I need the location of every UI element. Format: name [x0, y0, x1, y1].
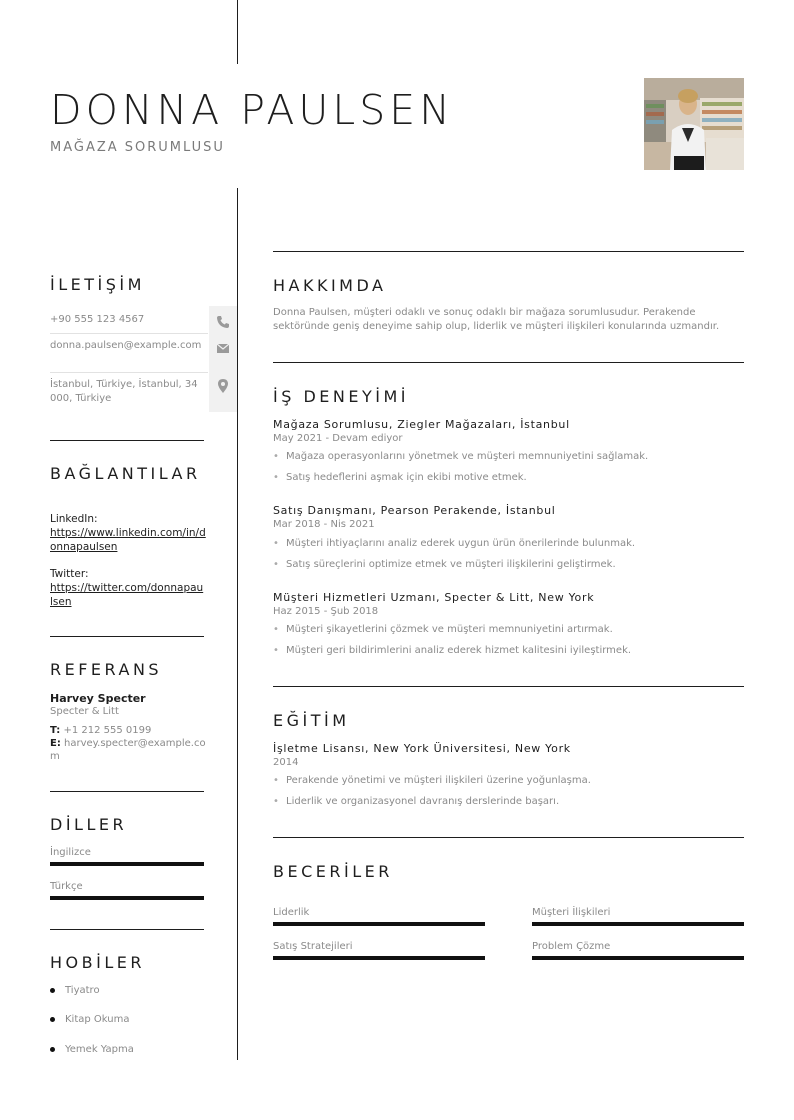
- section-divider: [273, 251, 744, 252]
- hobby-item: Kitap Okuma: [50, 1014, 129, 1025]
- experience-heading: İŞ DENEYİMİ: [273, 387, 409, 406]
- linkedin-link[interactable]: https://www.linkedin.com/in/donnapaulsen: [50, 527, 206, 553]
- degree-title: İşletme Lisansı, New York Üniversitesi, New York: [273, 742, 571, 755]
- education-bullet: • Liderlik ve organizasyonel davranış derslerinde başarı.: [273, 796, 560, 807]
- candidate-name: DONNA PAULSEN: [50, 86, 454, 134]
- reference-company: Specter & Litt: [50, 706, 119, 717]
- section-divider: [273, 362, 744, 363]
- degree-year: 2014: [273, 757, 299, 768]
- header-divider-line: [237, 0, 238, 64]
- skills-heading: BECERİLER: [273, 862, 393, 881]
- linkedin-label: LinkedIn:: [50, 513, 98, 525]
- languages-heading: DİLLER: [50, 815, 128, 834]
- skill-level-bar: [273, 956, 485, 960]
- language-level-bar: [50, 862, 204, 866]
- reference-email-label: E:: [50, 738, 61, 749]
- contact-separator: [50, 333, 208, 334]
- reference-heading: REFERANS: [50, 660, 163, 679]
- reference-email[interactable]: harvey.specter@example.com: [50, 738, 206, 762]
- job-date-3: Haz 2015 - Şub 2018: [273, 606, 379, 617]
- job-bullet: • Satış hedeflerini aşmak için ekibi motive etmek.: [273, 472, 527, 483]
- language-label: Türkçe: [50, 881, 83, 892]
- section-divider: [50, 440, 204, 441]
- skill-level-fill: [273, 922, 485, 926]
- section-divider: [50, 791, 204, 792]
- job-bullet: • Müşteri şikayetlerini çözmek ve müşteri memnuniyetini artırmak.: [273, 624, 613, 635]
- skill-level-bar: [532, 956, 744, 960]
- contact-email: donna.paulsen@example.com: [50, 340, 202, 351]
- job-bullet: • Müşteri ihtiyaçlarını analiz ederek uygun ürün önerilerinde bulunmak.: [273, 538, 636, 549]
- contact-phone: +90 555 123 4567: [50, 314, 145, 325]
- skill-level-fill: [532, 922, 744, 926]
- section-divider: [50, 929, 204, 930]
- language-level-fill: [50, 896, 204, 900]
- column-divider-line: [237, 188, 238, 1060]
- skill-label: Müşteri İlişkileri: [532, 907, 611, 918]
- skill-label: Liderlik: [273, 907, 310, 918]
- skill-label: Satış Stratejileri: [273, 941, 353, 952]
- skill-level-bar: [273, 922, 485, 926]
- education-heading: EĞİTİM: [273, 711, 350, 730]
- contact-address: İstanbul, Türkiye, İstanbul, 34000, Türkiye: [50, 379, 198, 404]
- reference-name: Harvey Specter: [50, 692, 146, 705]
- contact-icon-column: [209, 306, 237, 412]
- phone-icon: [215, 314, 231, 330]
- skill-label: Problem Çözme: [532, 941, 611, 952]
- job-title-3: Müşteri Hizmetleri Uzmanı, Specter & Litt, New York: [273, 591, 595, 604]
- job-bullet: • Satış süreçlerini optimize etmek ve müşteri ilişkilerini geliştirmek.: [273, 559, 616, 570]
- location-pin-icon: [215, 378, 231, 394]
- job-bullet: • Müşteri geri bildirimlerini analiz ederek hizmet kalitesini iyileştirmek.: [273, 645, 632, 656]
- job-title-1: Mağaza Sorumlusu, Ziegler Mağazaları, İstanbul: [273, 418, 570, 431]
- job-date-1: May 2021 - Devam ediyor: [273, 433, 403, 444]
- bullet-dot: [50, 1047, 55, 1052]
- language-level-bar: [50, 896, 204, 900]
- job-title: MAĞAZA SORUMLUSU: [50, 140, 225, 155]
- section-divider: [273, 837, 744, 838]
- bullet-dot: [50, 1017, 55, 1022]
- hobbies-heading: HOBİLER: [50, 953, 145, 972]
- reference-email-row: [50, 737, 206, 763]
- profile-photo: [644, 78, 744, 170]
- about-text: Donna Paulsen, müşteri odaklı ve sonuç odaklı bir mağaza sorumlusudur. Perakende sektöründe geniş deneyime sahip olup, liderlik ve müşteri ilişkileri konularında uzmandır.: [273, 307, 720, 332]
- twitter-label: Twitter:: [50, 568, 89, 580]
- about-heading: HAKKIMDA: [273, 276, 387, 295]
- job-title-2: Satış Danışmanı, Pearson Perakende, İstanbul: [273, 504, 556, 517]
- job-bullet: • Mağaza operasyonlarını yönetmek ve müşteri memnuniyetini sağlamak.: [273, 451, 649, 462]
- linkedin-link-block: [50, 512, 206, 554]
- section-divider: [273, 686, 744, 687]
- section-divider: [50, 636, 204, 637]
- language-level-fill: [50, 862, 204, 866]
- reference-phone-label: T:: [50, 725, 61, 736]
- skill-level-fill: [532, 956, 744, 960]
- reference-phone-row: [50, 724, 206, 737]
- twitter-link[interactable]: https://twitter.com/donnapaulsen: [50, 582, 204, 608]
- education-bullet: • Perakende yönetimi ve müşteri ilişkileri üzerine yoğunlaşma.: [273, 775, 591, 786]
- contact-separator: [50, 372, 208, 373]
- skill-level-bar: [532, 922, 744, 926]
- hobby-item: Tiyatro: [50, 985, 100, 996]
- envelope-icon: [215, 340, 231, 356]
- reference-phone: +1 212 555 0199: [63, 725, 152, 736]
- job-date-2: Mar 2018 - Nis 2021: [273, 519, 375, 530]
- contact-heading: İLETİŞİM: [50, 275, 145, 294]
- language-label: İngilizce: [50, 847, 91, 858]
- skill-level-fill: [273, 956, 485, 960]
- hobby-item: Yemek Yapma: [50, 1044, 134, 1055]
- links-heading: BAĞLANTILAR: [50, 464, 201, 483]
- twitter-link-block: [50, 567, 206, 609]
- bullet-dot: [50, 988, 55, 993]
